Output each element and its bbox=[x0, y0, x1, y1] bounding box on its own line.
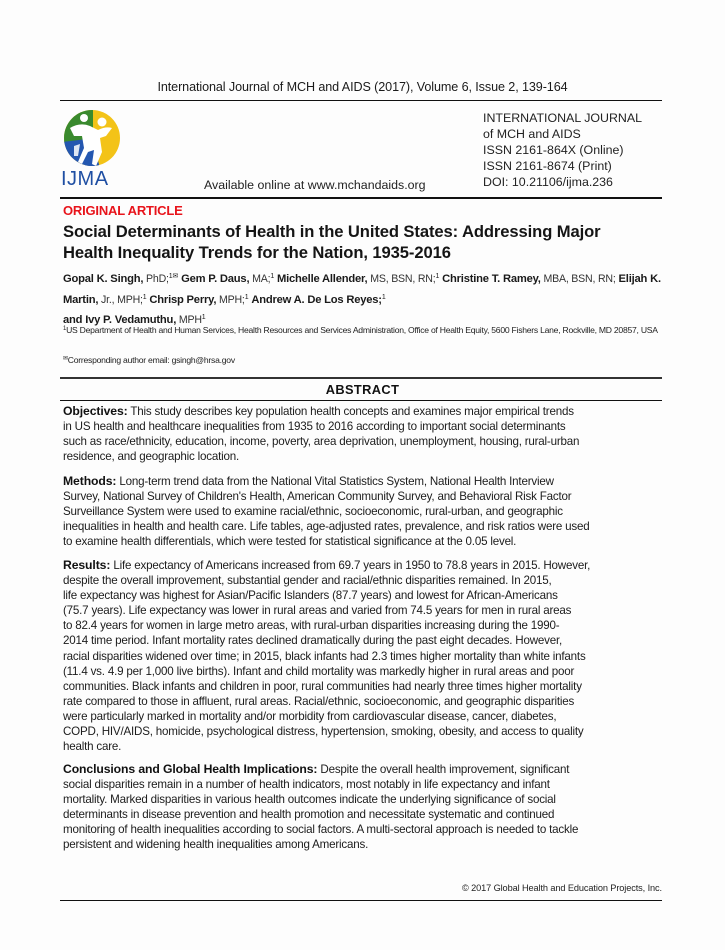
affiliation-marker: 1 bbox=[270, 273, 275, 280]
methods-label: Methods: bbox=[63, 474, 117, 488]
affiliation-marker: 1 bbox=[63, 326, 67, 332]
abstract-top-rule bbox=[60, 377, 662, 379]
paragraph-line: Surveillance System were used to examine racial/ethnic, socioeconomic, rural-urban, and geographic bbox=[63, 505, 563, 519]
paragraph-line: despite the overall improvement, substantial gender and racial/ethnic disparities remained. In 2015, bbox=[63, 574, 552, 588]
paragraph-line: racial disparities widened over time; in 2015, black infants had 2.3 times higher mortality than white infants bbox=[63, 649, 586, 663]
paragraph-line: mortality. Marked disparities in various health outcomes indicate the underlying significance of social bbox=[63, 793, 556, 807]
ijma-logo-icon bbox=[62, 108, 122, 168]
section-label: ORIGINAL ARTICLE bbox=[63, 203, 183, 218]
author-credentials: MS, BSN, RN; bbox=[367, 273, 436, 285]
paragraph-line: Life expectancy of Americans increased from 69.7 years in 1950 to 78.8 years in 2015. However, bbox=[110, 559, 591, 572]
author-credentials: MPH bbox=[176, 314, 202, 326]
title-line: Health Inequality Trends for the Nation, 1935-2016 bbox=[63, 243, 451, 262]
available-online-link[interactable]: Available online at www.mchandaids.org bbox=[204, 178, 426, 192]
author-name: Chrisp Perry, bbox=[149, 293, 217, 306]
masthead-rule bbox=[60, 197, 662, 199]
author-name: and Ivy P. Vedamuthu, bbox=[63, 314, 177, 326]
paragraph-line: COPD, HIV/AIDS, homicide, psychological distress, hypertension, smoking, obesity, and access to quality bbox=[63, 725, 584, 739]
paragraph-line: Despite the overall health improvement, significant bbox=[317, 763, 570, 776]
journal-info-doi[interactable]: DOI: 10.21106/ijma.236 bbox=[483, 175, 613, 189]
corresponding-email[interactable]: Corresponding author email: gsingh@hrsa.gov bbox=[67, 355, 235, 365]
paragraph-line: health care. bbox=[63, 740, 122, 754]
author-name: Christine T. Ramey, bbox=[442, 273, 541, 285]
journal-info-line: INTERNATIONAL JOURNAL bbox=[483, 111, 643, 125]
author-credentials: MPH; bbox=[216, 293, 245, 306]
author-name: Gem P. Daus, bbox=[181, 273, 250, 285]
abstract-methods bbox=[63, 474, 671, 549]
paragraph-line: inequalities in health and health care. Life tables, age-adjusted rates, prevalence, and risk ratios were used bbox=[63, 520, 590, 534]
abstract-bottom-rule bbox=[60, 400, 662, 401]
results-label: Results: bbox=[63, 558, 111, 572]
paragraph-line: determinants in disease prevention and health promotion and necessitate systematic and continued bbox=[63, 808, 555, 822]
footer-rule bbox=[60, 900, 662, 901]
journal-info bbox=[483, 110, 642, 190]
paragraph-line: persistent and widening health inequalities among Americans. bbox=[63, 838, 369, 852]
author-credentials: PhD; bbox=[143, 273, 169, 285]
running-head: International Journal of MCH and AIDS (2017), Volume 6, Issue 2, 139-164 bbox=[157, 80, 568, 94]
author-credentials: MA; bbox=[249, 273, 271, 285]
affiliation-marker: 1 bbox=[381, 293, 386, 301]
abstract-results bbox=[63, 558, 671, 754]
paragraph-line: residence, and geographic location. bbox=[63, 450, 240, 464]
author-credentials: Jr., MPH; bbox=[98, 293, 143, 306]
author-name: Andrew A. De Los Reyes; bbox=[251, 293, 382, 306]
paragraph-line: 2014 time period. Infant mortality rates declined dramatically during the past eight decades. However, bbox=[63, 634, 563, 648]
affiliation bbox=[63, 322, 669, 337]
abstract-objectives bbox=[63, 404, 671, 464]
affiliation-marker: 1 bbox=[244, 293, 249, 301]
journal-info-issn-online: ISSN 2161-864X (Online) bbox=[483, 143, 624, 157]
paragraph-line: monitoring of health inequalities according to social factors. A multi-sectoral approach is needed to tackle bbox=[63, 823, 579, 837]
paragraph-line: This study describes key population health concepts and examines major empirical trends bbox=[127, 405, 574, 418]
paragraph-line: social disparities remain in a number of health indicators, most notably in life expectancy and infant bbox=[63, 778, 550, 792]
author-name: Elijah K. Martin, bbox=[63, 273, 661, 306]
title-line: Social Determinants of Health in the United States: Addressing Major bbox=[63, 222, 601, 241]
affiliation-text: US Department of Health and Human Services, Health Resources and Services Administration, Office of Health Equity, 5600 Fishers Lane, Rockville, MD 20857, USA bbox=[66, 325, 658, 335]
paragraph-line: such as race/ethnicity, education, income, poverty, area deprivation, unemployment, housing, rural-urban bbox=[63, 435, 580, 449]
author-credentials: MBA, BSN, RN; bbox=[540, 273, 616, 285]
abstract-heading: ABSTRACT bbox=[325, 382, 400, 397]
author-name: Michelle Allender, bbox=[276, 273, 368, 285]
header-rule bbox=[60, 100, 662, 101]
affiliation-marker: 1 bbox=[435, 273, 440, 280]
corresponding-author bbox=[63, 355, 235, 365]
logo-text: IJMA bbox=[61, 168, 109, 190]
paragraph-line: communities. Black infants and children in poor, rural communities had nearly three times higher mortality bbox=[63, 679, 582, 693]
paragraph-line: Long-term trend data from the National Vital Statistics System, National Health Interview bbox=[116, 475, 554, 488]
paragraph-line: Survey, National Survey of Children's Health, American Community Survey, and Behavioral Risk Factor bbox=[63, 490, 572, 504]
envelope-icon: ✉ bbox=[63, 356, 68, 362]
journal-info-line: of MCH and AIDS bbox=[483, 127, 581, 141]
journal-info-issn-print: ISSN 2161-8674 (Print) bbox=[483, 159, 612, 173]
author-list bbox=[63, 268, 663, 330]
paragraph-line: rate compared to those in affluent, rural areas. Racial/ethnic, socioeconomic, and geographic disparities bbox=[63, 694, 575, 708]
paragraph-line: to 82.4 years for women in large metro areas, with rural-urban disparities increasing during the 1990- bbox=[63, 619, 560, 633]
paragraph-line: life expectancy was highest for Asian/Pacific Islanders (87.7 years) and lowest for African-Americans bbox=[63, 589, 558, 603]
paragraph-line: in US health and healthcare inequalities from 1935 to 2016 according to important social determinants bbox=[63, 420, 566, 434]
paragraph-line: were particularly marked in mortality and/or morbidity from cardiovascular disease, cancer, diabetes, bbox=[63, 709, 557, 723]
copyright-notice: © 2017 Global Health and Education Projects, Inc. bbox=[461, 883, 662, 893]
abstract-conclusions bbox=[63, 762, 671, 853]
author-name: Gopal K. Singh, bbox=[63, 273, 144, 285]
affiliation-marker: 1✉ bbox=[168, 273, 179, 280]
conclusions-label: Conclusions and Global Health Implications: bbox=[63, 762, 318, 776]
affiliation-marker: 1 bbox=[201, 314, 206, 321]
objectives-label: Objectives: bbox=[63, 404, 128, 418]
paragraph-line: to examine health differentials, which were tested for statistical significance at the 0.05 level. bbox=[63, 535, 517, 549]
paragraph-line: (11.4 vs. 4.9 per 1,000 live births). Infant and child mortality was markedly higher in rural areas and poor bbox=[63, 664, 575, 678]
paragraph-line: (75.7 years). Life expectancy was lower in rural areas and varied from 74.5 years for men in rural areas bbox=[63, 604, 572, 618]
affiliation-marker: 1 bbox=[142, 293, 147, 301]
article-title bbox=[63, 221, 673, 263]
